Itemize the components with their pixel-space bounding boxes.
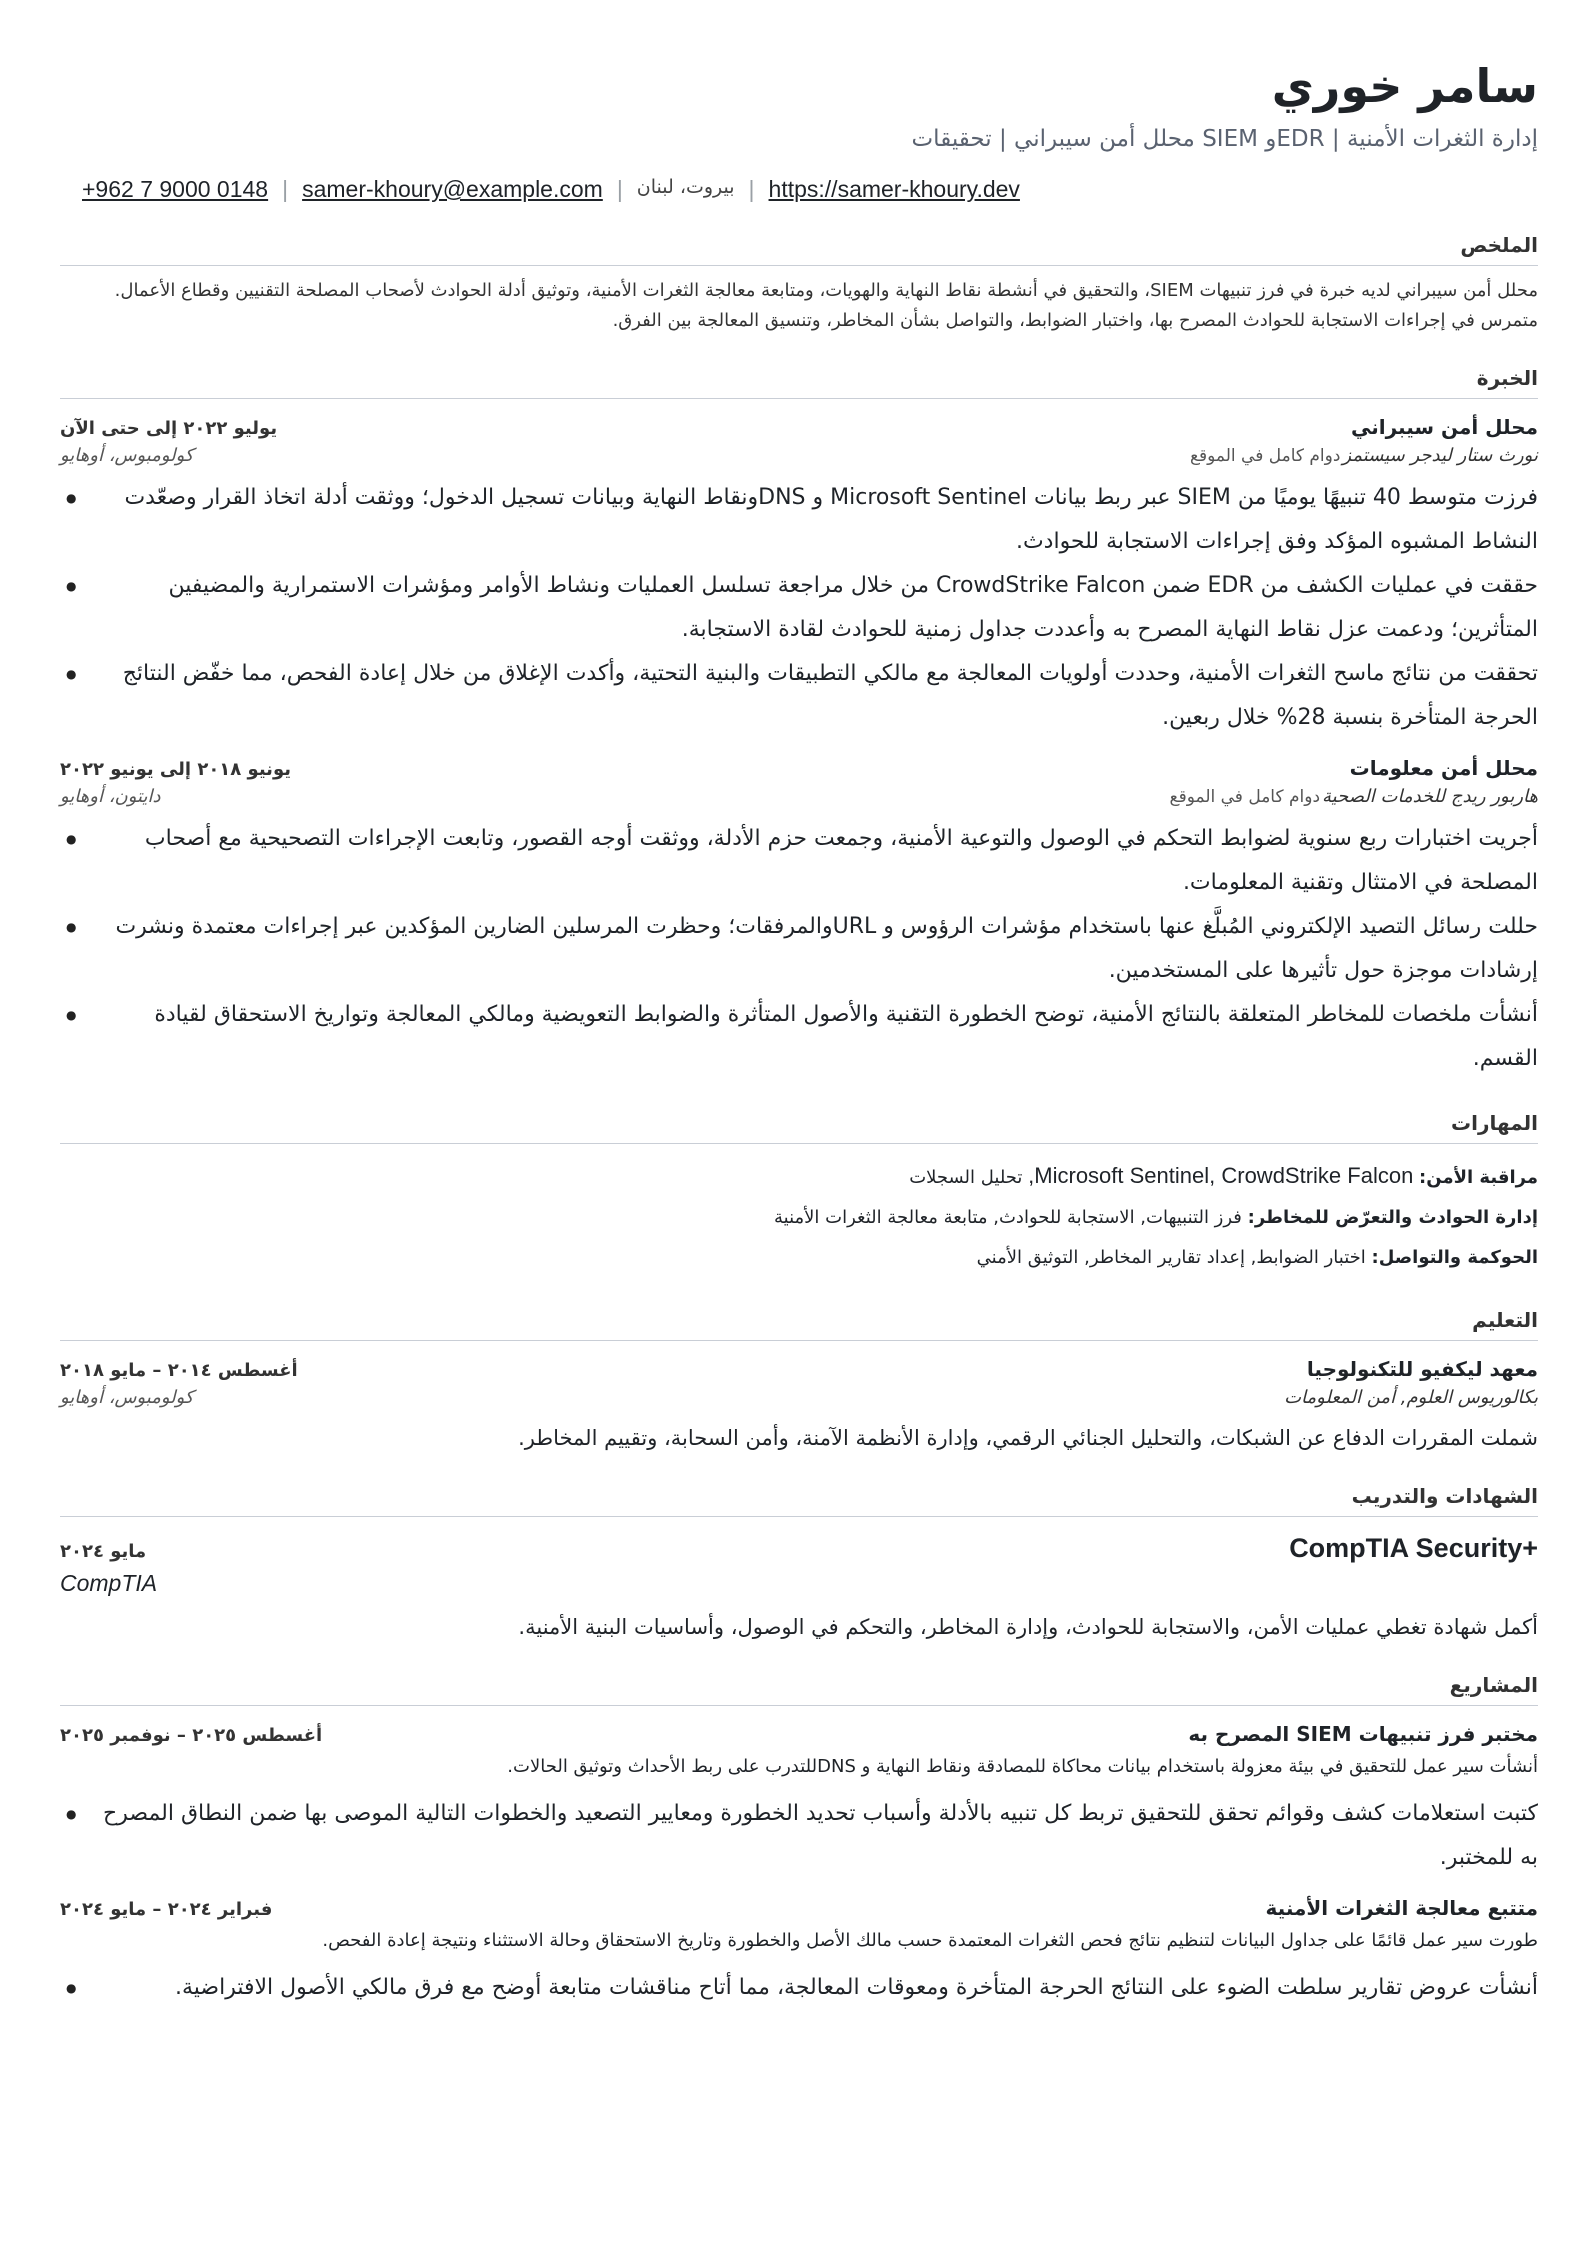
bullet-item: تحققت من نتائج ماسح الثغرات الأمنية، وحددت أولويات المعالجة مع مالكي التطبيقات والبنية التحتية، وأكدت الإغلاق من خلال إعادة الفحص، مما خفّض النتائج الحرجة المتأخرة بنسبة 28% خلال ربعين. ● bbox=[60, 652, 1538, 740]
job-entry bbox=[60, 756, 1538, 1081]
job-kind: دوام كامل في الموقع bbox=[1189, 446, 1341, 466]
company-name: هاربور ريدج للخدمات الصحية bbox=[1322, 786, 1538, 807]
job-entry bbox=[60, 415, 1538, 740]
certification-date: مايو ٢٠٢٤ bbox=[60, 1541, 147, 1562]
skill-row bbox=[60, 1198, 1538, 1238]
job-company bbox=[1190, 445, 1538, 466]
job-bullets bbox=[60, 476, 1538, 740]
education-entry bbox=[60, 1357, 1538, 1454]
section-title-summary: الملخص bbox=[60, 233, 1538, 266]
job-role: محلل أمن معلومات bbox=[1349, 756, 1538, 780]
bullet-item: كتبت استعلامات كشف وقوائم تحقق للتحقيق تربط كل تنبيه بالأدلة وأسباب تحديد الخطورة ومعايير التصعيد والخطوات التالية الموصى بها ضمن النطاق المصرح به للمختبر. ● bbox=[60, 1792, 1538, 1880]
job-dates: يونيو ٢٠١٨ إلى يونيو ٢٠٢٢ bbox=[60, 759, 291, 780]
project-entry bbox=[60, 1896, 1538, 2010]
section-title-certifications: الشهادات والتدريب bbox=[60, 1484, 1538, 1517]
candidate-name: سامر خوري bbox=[1271, 59, 1538, 113]
job-location: كولومبوس، أوهايو bbox=[60, 445, 194, 466]
email-link[interactable]: samer-khoury@example.com bbox=[302, 176, 603, 202]
project-dates: فبراير ٢٠٢٤ – مايو ٢٠٢٤ bbox=[60, 1899, 273, 1920]
job-kind: دوام كامل في الموقع bbox=[1169, 787, 1321, 807]
skills-list bbox=[60, 1156, 1538, 1278]
headline: إدارة الثغرات الأمنية | EDRو SIEM محلل أمن سيبراني | تحقيقات bbox=[911, 126, 1538, 152]
bullet-item: حققت في عمليات الكشف من EDR ضمن CrowdStrike Falcon من خلال مراجعة تسلسل العمليات ونشاط الأوامر ومؤشرات الاستمرارية والمضيفين المتأثرين؛ ودعمت عزل نقاط النهاية المصرح به وأعددت جداول زمنية للحوادث لقادة الاستجابة. ● bbox=[60, 564, 1538, 652]
project-description: أنشأت سير عمل للتحقيق في بيئة معزولة باستخدام بيانات محاكاة للمصادقة ونقاط النهاية و DNSللتدرب على ربط الأحداث وتوثيق الحالات. bbox=[507, 1756, 1538, 1777]
job-company bbox=[1170, 786, 1538, 807]
school-name: معهد ليكفيو للتكنولوجيا bbox=[1306, 1357, 1538, 1381]
job-location: دايتون، أوهايو bbox=[60, 786, 161, 807]
section-title-education: التعليم bbox=[60, 1308, 1538, 1341]
certification-name: CompTIA Security+ bbox=[1289, 1533, 1538, 1563]
job-role: محلل أمن سيبراني bbox=[1350, 415, 1538, 439]
project-dates: أغسطس ٢٠٢٥ – نوفمبر ٢٠٢٥ bbox=[60, 1725, 323, 1746]
bullet-item: فرزت متوسط 40 تنبيهًا يوميًا من SIEM عبر ربط بيانات Microsoft Sentinel و DNSونقاط النهاية وبيانات تسجيل الدخول؛ ووثقت أدلة اتخاذ القرار وصعّدت النشاط المشبوه المؤكد وفق إجراءات الاستجابة للحوادث. ● bbox=[60, 476, 1538, 564]
skill-values: فرز التنبيهات, الاستجابة للحوادث, متابعة معالجة الثغرات الأمنية bbox=[774, 1207, 1242, 1228]
bullet-item: حللت رسائل التصيد الإلكتروني المُبلَّغ عنها باستخدام مؤشرات الرؤوس و URLوالمرفقات؛ وحظرت المرسلين الضارين المؤكدين عبر إجراءات معتمدة ونشرت إرشادات موجزة حول تأثيرها على المستخدمين. ● bbox=[60, 905, 1538, 993]
company-name: نورث ستار ليدجر سيستمز bbox=[1342, 445, 1538, 466]
bullet-item: أنشأت ملخصات للمخاطر المتعلقة بالنتائج الأمنية، توضح الخطورة التقنية والأصول المتأثرة والضوابط التعويضية ومالكي المعالجة وتواريخ الاستحقاق لقيادة القسم. ● bbox=[60, 993, 1538, 1081]
skill-values: اختبار الضوابط, إعداد تقارير المخاطر, التوثيق الأمني bbox=[976, 1247, 1366, 1268]
degree: بكالوريوس العلوم, أمن المعلومات bbox=[1284, 1387, 1538, 1408]
phone-link[interactable]: +962 7 9000 0148 bbox=[82, 176, 269, 202]
skill-tools: Microsoft Sentinel, CrowdStrike Falcon, bbox=[1028, 1163, 1414, 1188]
skill-row bbox=[60, 1238, 1538, 1278]
certification-description: أكمل شهادة تغطي عمليات الأمن، والاستجابة للحوادث، وإدارة المخاطر، والتحكم في الوصول، وأساسيات البنية الأمنية. bbox=[518, 1615, 1538, 1639]
project-description: طورت سير عمل قائمًا على جداول البيانات لتنظيم نتائج فحص الثغرات المعتمدة حسب مالك الأصل والخطورة وتاريخ الاستحقاق وحالة الاستثناء ونتيجة إعادة الفحص. bbox=[322, 1930, 1538, 1951]
skill-label: إدارة الحوادث والتعرّض للمخاطر: bbox=[1247, 1207, 1538, 1228]
location-text: بيروت، لبنان bbox=[636, 176, 735, 198]
website-link[interactable]: https://samer-khoury.dev bbox=[768, 176, 1020, 202]
section-title-projects: المشاريع bbox=[60, 1673, 1538, 1706]
education-location: كولومبوس، أوهايو bbox=[60, 1387, 194, 1408]
skill-label: الحوكمة والتواصل: bbox=[1371, 1247, 1538, 1268]
summary-text: محلل أمن سيبراني لديه خبرة في فرز تنبيهات SIEM، والتحقيق في أنشطة نقاط النهاية والهويات، ومتابعة معالجة الثغرات الأمنية، وتوثيق أدلة الحوادث لأصحاب المصلحة التقنيين وقطاع الأعمال. متمرس في إجراءات الاستجابة للحوادث المصرح بها، واختبار الضوابط، والتواصل بشأن المخاطر، وتنسيق المعالجة بين الفرق. bbox=[114, 280, 1538, 331]
bullet-item: أنشأت عروض تقارير سلطت الضوء على النتائج الحرجة المتأخرة ومعوقات المعالجة، مما أتاح مناقشات متابعة أوضح مع فرق مالكي الأصول الافتراضية. ● bbox=[60, 1966, 1538, 2010]
separator: | bbox=[748, 176, 755, 202]
certification-entry bbox=[60, 1533, 1538, 1643]
section-title-experience: الخبرة bbox=[60, 366, 1538, 399]
education-description: شملت المقررات الدفاع عن الشبكات، والتحليل الجنائي الرقمي، وإدارة الأنظمة الآمنة، وأمن السحابة، وتقييم المخاطر. bbox=[518, 1426, 1538, 1450]
section-title-skills: المهارات bbox=[60, 1111, 1538, 1144]
skill-row bbox=[60, 1156, 1538, 1198]
skill-values: تحليل السجلات bbox=[909, 1167, 1023, 1188]
separator: | bbox=[616, 176, 623, 202]
contact-bar bbox=[60, 176, 1538, 203]
job-dates: يوليو ٢٠٢٢ إلى حتى الآن bbox=[60, 418, 278, 439]
certification-issuer: CompTIA bbox=[60, 1570, 158, 1596]
education-dates: أغسطس ٢٠١٤ – مايو ٢٠١٨ bbox=[60, 1360, 298, 1381]
job-bullets bbox=[60, 817, 1538, 1081]
project-bullets bbox=[60, 1792, 1538, 1880]
separator: | bbox=[282, 176, 289, 202]
bullet-item: أجريت اختبارات ربع سنوية لضوابط التحكم في الوصول والتوعية الأمنية، وجمعت حزم الأدلة، ووثقت أوجه القصور، وتابعت الإجراءات التصحيحية مع أصحاب المصلحة في الامتثال وتقنية المعلومات. ● bbox=[60, 817, 1538, 905]
project-name: متتبع معالجة الثغرات الأمنية bbox=[1265, 1896, 1538, 1920]
project-entry bbox=[60, 1722, 1538, 1880]
project-name: مختبر فرز تنبيهات SIEM المصرح به bbox=[1188, 1722, 1538, 1746]
skill-label: مراقبة الأمن: bbox=[1419, 1167, 1538, 1188]
project-bullets bbox=[60, 1966, 1538, 2010]
